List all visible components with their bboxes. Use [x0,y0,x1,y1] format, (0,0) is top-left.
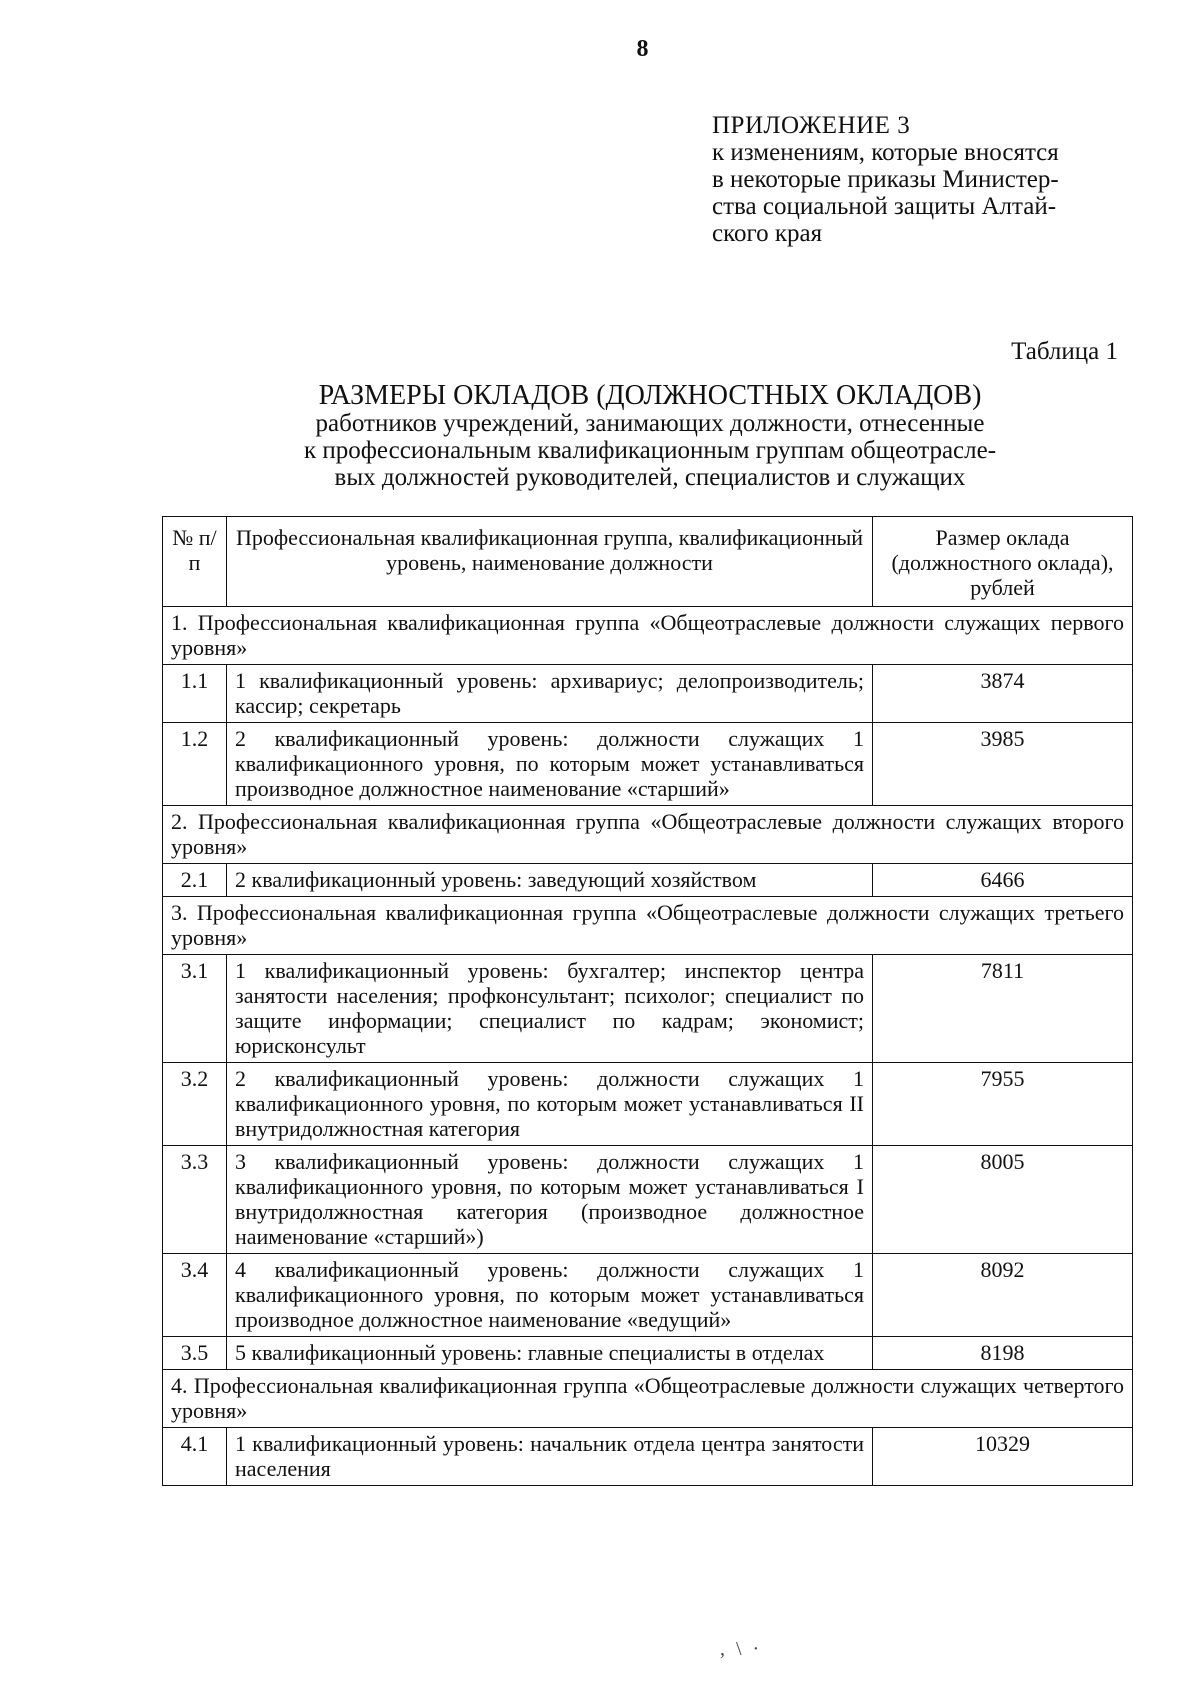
document-subtitle [180,410,1120,491]
row-number: 3.3 [163,1146,227,1254]
table-label: Таблица 1 [1011,338,1118,365]
row-position: 2 квалификационный уровень: должности служащих 1 квалификационного уровня, по которым может устанавливаться II внутридолжностная категория [227,1063,873,1146]
table-row [163,864,1133,897]
row-salary: 3874 [873,665,1133,723]
row-salary: 3985 [873,723,1133,806]
table-row [163,1428,1133,1486]
group-row [163,897,1133,955]
appendix-block [712,112,1132,247]
appendix-heading: ПРИЛОЖЕНИЕ 3 [712,112,911,139]
row-number: 1.2 [163,723,227,806]
group-title: 3. Профессиональная квалификационная группа «Общеотраслевые должности служащих третьего уровня» [163,897,1133,955]
pen-mark: , \ · [720,1638,763,1660]
table-body [163,607,1133,1486]
row-position: 3 квалификационный уровень: должности служащих 1 квалификационного уровня, по которым может устанавливаться I внутридолжностная категория (производное должностное наименование «старший») [227,1146,873,1254]
row-position: 1 квалификационный уровень: архивариус; делопроизводитель; кассир; секретарь [227,665,873,723]
group-title: 1. Профессиональная квалификационная группа «Общеотраслевые должности служащих первого уровня» [163,607,1133,665]
appendix-line: к изменениям, которые вносятся [712,139,1059,166]
table-row [163,1063,1133,1146]
header-salary: Размер оклада (должностного оклада), рублей [873,517,1133,607]
row-number: 3.5 [163,1337,227,1370]
row-number: 4.1 [163,1428,227,1486]
group-row [163,806,1133,864]
row-position: 1 квалификационный уровень: начальник отдела центра занятости населения [227,1428,873,1486]
table-row [163,1337,1133,1370]
salary-table [162,516,1133,1486]
table-row [163,665,1133,723]
subtitle-line: вых должностей руководителей, специалистов и служащих [334,464,966,491]
appendix-line: ского края [712,220,823,247]
group-title: 2. Профессиональная квалификационная группа «Общеотраслевые должности служащих второго уровня» [163,806,1133,864]
header-position: Профессиональная квалификационная группа, квалификационный уровень, наименование должности [227,517,873,607]
row-salary: 10329 [873,1428,1133,1486]
appendix-line: в некоторые приказы Министер- [712,166,1059,193]
row-salary: 8092 [873,1254,1133,1337]
row-position: 2 квалификационный уровень: должности служащих 1 квалификационного уровня, по которым может устанавливаться производное должностное наименование «старший» [227,723,873,806]
row-number: 3.1 [163,955,227,1063]
row-salary: 7955 [873,1063,1133,1146]
row-salary: 8198 [873,1337,1133,1370]
header-number: № п/п [163,517,227,607]
table-row [163,955,1133,1063]
group-row [163,1370,1133,1428]
appendix-line: ства социальной защиты Алтай- [712,193,1057,220]
document-title: РАЗМЕРЫ ОКЛАДОВ (ДОЛЖНОСТНЫХ ОКЛАДОВ) [318,380,982,411]
table-row [163,723,1133,806]
row-salary: 6466 [873,864,1133,897]
subtitle-line: к профессиональным квалификационным группам общеотрасле- [303,437,997,464]
table-row [163,1254,1133,1337]
subtitle-line: работников учреждений, занимающих должности, отнесенные [315,410,985,437]
page-number: 8 [636,36,649,62]
row-number: 3.2 [163,1063,227,1146]
row-position: 2 квалификационный уровень: заведующий хозяйством [227,864,873,897]
row-position: 5 квалификационный уровень: главные специалисты в отделах [227,1337,873,1370]
row-number: 3.4 [163,1254,227,1337]
table-header-row [163,517,1133,607]
row-position: 1 квалификационный уровень: бухгалтер; инспектор центра занятости населения; профконсультант; психолог; специалист по защите информации; специалист по кадрам; экономист; юрисконсульт [227,955,873,1063]
table-row [163,1146,1133,1254]
group-row [163,607,1133,665]
row-position: 4 квалификационный уровень: должности служащих 1 квалификационного уровня, по которым может устанавливаться производное должностное наименование «ведущий» [227,1254,873,1337]
group-title: 4. Профессиональная квалификационная группа «Общеотраслевые должности служащих четвертого уровня» [163,1370,1133,1428]
row-number: 2.1 [163,864,227,897]
row-salary: 8005 [873,1146,1133,1254]
row-salary: 7811 [873,955,1133,1063]
row-number: 1.1 [163,665,227,723]
